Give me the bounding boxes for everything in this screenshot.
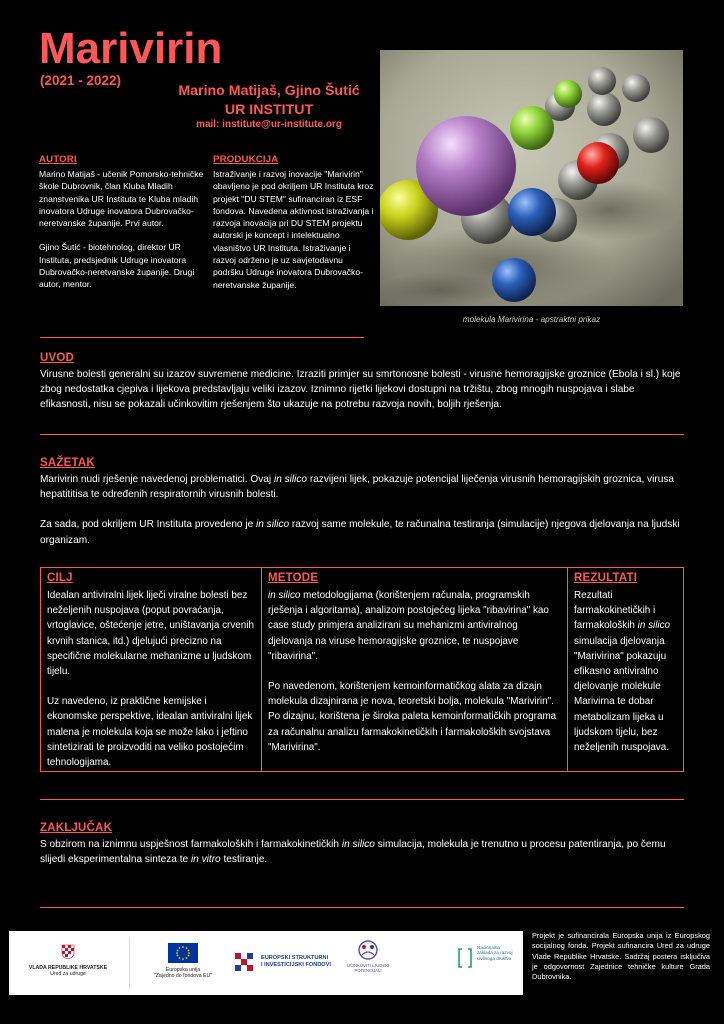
divider: [40, 799, 684, 800]
divider: [40, 907, 684, 908]
conclusion-title: ZAKLJUČAK: [40, 822, 113, 834]
intro-title: UVOD: [40, 352, 75, 364]
project-years: (2021 - 2022): [40, 73, 122, 88]
methods-column: [262, 568, 567, 771]
methods-text-3: Po dizajnu, korištena je široka paleta kemoinformatičkih programa za računalnu analizu farmakokinetičkih i farmakoloških svojstava "Marivirina".: [268, 711, 557, 753]
production-text: Istraživanje i razvoj inovacije "Marivirin" obavljeno je pod okriljem UR Instituta kroz projekt "DU STEM" sufinanciran iz ESF fondova. Navedena aktivnost istraživanja i razvoja inovacija pri DU STEM projektu autorski je koncept i intelektualno vlasništvo UR Instituta. Istraživanje i razvoj održeno je uz savjetodavnu podršku Udruge inovatora Dubrovačko-neretvanske županije.: [213, 169, 374, 290]
conclusion-text: S obzirom na iznimnu uspješnost farmakoloških i farmakokinetičkih in silico simulacija, molekula je trenutno u procesu patentiranja, po čemu slijedi eksperimentalna sinteza te in vitro testiranje.: [40, 839, 666, 866]
authors-names: Marino Matijaš, Gjino Šutić: [178, 83, 360, 99]
results-text: Rezultati farmakokinetičkih i farmakoloških in silico simulacija djelovanja "Marivirina" pokazuju efikasno antiviralno djelovanje molekule Marivirna te dobar metabolizam lijeka u ljudskom tijelu, bez neželjenih nuspojava.: [574, 590, 671, 754]
eu-logo: Europska unija "Zajedno do fondova EU": [137, 943, 229, 979]
results-title: REZULTATI: [574, 572, 638, 584]
divider: [40, 434, 684, 435]
authors-title: AUTORI: [39, 154, 77, 165]
funding-note: Projekt je sufinancirala Europska unija iz Europskog socijalnog fonda. Projekt sufinancira Ured za udruge Vlade Republike Hrvatske. Sadržaj postera isključiva je odgovornost Zajednice tehničke kulture Grada Dubrovnika.: [532, 931, 710, 982]
production-title: PRODUKCIJA: [213, 154, 279, 165]
authors-section: [39, 154, 204, 291]
conclusion-section: [40, 822, 684, 867]
contact-mail: mail: institute@ur-institute.org: [196, 119, 342, 130]
summary-title: SAŽETAK: [40, 457, 95, 469]
summary-paragraph-1: Marivirin nudi rješenje navedenoj problematici. Ovaj in silico razvijeni lijek, pokazuje potencijal liječenja virusnih hemoragijskih groznica, virusa hepatititisa te određenih respiratornih virusnih bolesti.: [40, 474, 674, 501]
summary-paragraph-2: Za sada, pod okriljem UR Instituta provedeno je in silico razvoj same molekule, te računalna testiranja (simulacije) njegova djelovanja na ljudski organizam.: [40, 519, 680, 546]
intro-section: [40, 352, 684, 413]
sponsor-logos-bar: VLADA REPUBLIKE HRVATSKE Ured za udruge Europska unija "Zajedno do fondova EU" EUROPSKI STRUKTURNI I INVESTICIJSKI FONDOVI UČINKOVITI LJUDSKI POTENCIJALI Nacionalna zaklada za razvoj civilnoga društva: [9, 931, 523, 995]
intro-text: Virusne bolesti generalni su izazov suvremene medicine. Izraziti primjer su smrtonosne bolesti - virusne hemoragijske groznice (Ebola i sl.) koje zbog nedostatka cjepiva i lijekova predstavljaju veliki izazov. Iznimno rijetki lijekovi dostupni na tržištu, zbog mnogih nuspojava i slabe efikasnosti, nisu se pokazali učinkovitim rješenjem što ukazuje na potrebu razvoja novih, boljih rješenja.: [40, 369, 681, 411]
goal-title: CILJ: [47, 572, 73, 584]
croatian-coat-of-arms-icon: [61, 943, 75, 959]
eu-flag-icon: [168, 943, 198, 963]
poster-title: Marivirin: [39, 24, 223, 73]
summary-section: [40, 457, 684, 548]
methods-text-1: in silico metodologijama (korištenjem računala, programskih rješenja i algoritama), analizom postojećeg lijeka "ribavirina" kao case study primjera analizirani su mehanizmi antiviralnog djelovanja na viruse hemoragijske groznice, te nuspojave "ribavirina".: [268, 590, 549, 662]
croatian-government-logo: VLADA REPUBLIKE HRVATSKE Ured za udruge: [13, 943, 123, 977]
ljudski-potencijali-icon: [357, 939, 379, 961]
author-1-description: Marino Matijaš - učenik Pomorsko-tehničke škole Dubrovnik, član Kluba Mladih znanstvenika UR Instituta te Kluba mladih inovatora Udruge inovatora Dubrovačko-neretvanske županije. Prvi autor.: [39, 169, 204, 229]
production-section: [213, 154, 375, 291]
ljudski-potencijali-logo: UČINKOVITI LJUDSKI POTENCIJALI: [343, 939, 393, 973]
author-2-description: Gjino Šutić - biotehnolog, direktor UR Instituta, predsjednik Udruge inovatora Dubrovačko-neretvanske županije. Drugi autor, mentor.: [39, 242, 195, 290]
results-column: [568, 568, 683, 771]
divider: [40, 337, 364, 338]
image-caption: molekula Marivirina - apstraktni prikaz: [462, 315, 601, 324]
methods-title: METODE: [268, 572, 319, 584]
goal-text-2: Uz navedeno, iz praktične kemijske i ekonomske perspektive, idealan antiviralni lijek malena je molekula koja se može lako i jeftino sintetizirati te proizvoditi na veliko postojećim tehnologijama.: [47, 696, 253, 769]
logo-separator: [129, 937, 130, 989]
esif-checker-icon: [231, 949, 257, 975]
authors-block: [140, 82, 398, 119]
goal-text-1: Idealan antiviralni lijek liječi viralne bolesti bez neželjenih nuspojava (poput povraćanja, vrtoglavice, oštećenje jetre, uništavanja crvenih krvnih stanica, itd.) djelujući precizno na specifične molekularne mehanizme u ljudskom tijelu.: [47, 590, 254, 678]
institute-name: UR INSTITUT: [224, 101, 314, 118]
three-column-box: [40, 567, 684, 772]
molecule-image: [380, 50, 683, 306]
methods-text-2: Po navedenom, korištenjem kemoinformatičkog alata za dizajn molekula dizajnirana je nova, teoretski bolja, molekula "Marivirin".: [268, 681, 554, 708]
goal-column: [41, 568, 261, 771]
nacionalna-zaklada-icon: [457, 947, 473, 969]
